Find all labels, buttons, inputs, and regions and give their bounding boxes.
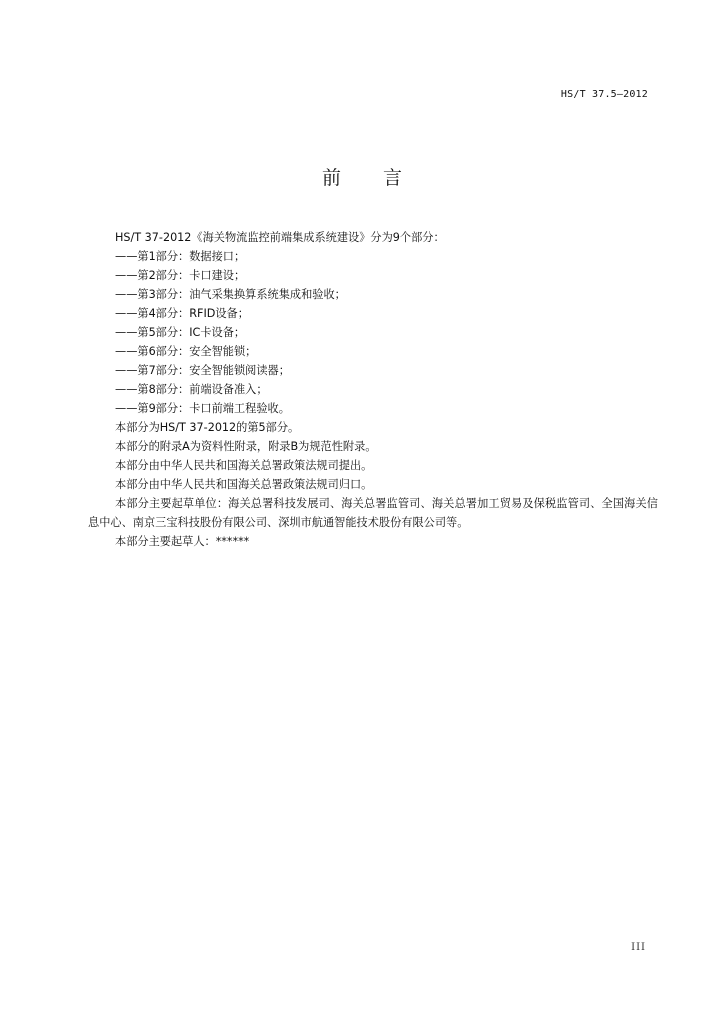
- part-list-item-2: ——第2部分：卡口建设；: [115, 269, 246, 282]
- title-char-1: 前: [321, 167, 341, 189]
- appendix-paragraph: 本部分的附录A为资料性附录，附录B为规范性附录。: [115, 440, 377, 453]
- managed-by-paragraph: 本部分由中华人民共和国海关总署政策法规司归口。: [115, 478, 373, 491]
- intro-paragraph: HS/T 37-2012《海关物流监控前端集成系统建设》分为9个部分：: [115, 231, 445, 244]
- page-number: III: [631, 942, 646, 953]
- drafters-paragraph: 本部分主要起草人：******: [115, 535, 250, 548]
- part-list-item-3: ——第3部分：油气采集换算系统集成和验收；: [115, 288, 346, 301]
- part-list-item-8: ——第8部分：前端设备准入；: [115, 383, 268, 396]
- part-list-item-9: ——第9部分：卡口前端工程验收。: [115, 402, 290, 415]
- standard-code-header: HS/T 37.5—2012: [560, 89, 648, 100]
- part-list-item-4: ——第4部分：RFID设备；: [115, 307, 249, 320]
- drafting-units-paragraph: 本部分主要起草单位：海关总署科技发展司、海关总署监管司、海关总署加工贸易及保税监管司、全国海关信息中心、南京三宝科技股份有限公司、深圳市航通智能技术股份有限公司等。: [88, 497, 658, 529]
- part-list-item-7: ——第7部分：安全智能锁阅读器；: [115, 364, 290, 377]
- proposed-by-paragraph: 本部分由中华人民共和国海关总署政策法规司提出。: [115, 459, 373, 472]
- this-part-paragraph: 本部分为HS/T 37-2012的第5部分。: [115, 421, 300, 434]
- page-title: [0, 163, 724, 190]
- part-list-item-1: ——第1部分：数据接口；: [115, 250, 246, 263]
- title-char-2: 言: [383, 167, 403, 189]
- part-list-item-5: ——第5部分：IC卡设备；: [115, 326, 246, 339]
- preface-body: [88, 228, 658, 551]
- part-list-item-6: ——第6部分：安全智能锁；: [115, 345, 257, 358]
